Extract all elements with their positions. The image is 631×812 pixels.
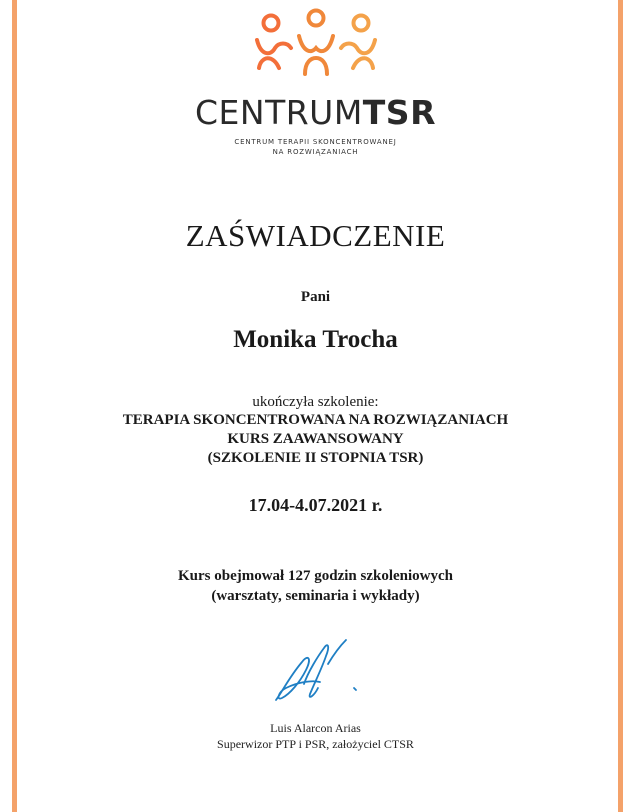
course-dates: 17.04-4.07.2021 r. xyxy=(248,495,383,515)
signature-image xyxy=(268,632,368,708)
logo-wordmark xyxy=(0,93,631,132)
course-line: TERAPIA SKONCENTROWANA NA ROZWIĄZANIACH xyxy=(122,412,509,428)
people-logo-icon xyxy=(251,8,381,84)
hours-line: (warsztaty, seminaria i wykłady) xyxy=(211,588,420,604)
logo-subtitle xyxy=(0,137,631,157)
logo-word-bold: TSR xyxy=(362,93,436,132)
course-line: KURS ZAAWANSOWANY xyxy=(227,431,404,447)
logo-subtitle-line1: CENTRUM TERAPII SKONCENTROWANEJ xyxy=(234,138,397,146)
course-line: (SZKOLENIE II STOPNIA TSR) xyxy=(207,450,424,466)
signer-role: Superwizor PTP i PSR, założyciel CTSR xyxy=(217,737,414,751)
logo-subtitle-line2: NA ROZWIĄZANIACH xyxy=(272,148,359,156)
centrum-tsr-logo xyxy=(0,8,631,157)
salutation: Pani xyxy=(300,289,331,305)
certificate-title: ZAŚWIADCZENIE xyxy=(185,218,446,253)
course-title xyxy=(0,411,631,468)
completed-text: ukończyła szkolenie: xyxy=(252,394,379,410)
logo-word-light: CENTRUM xyxy=(195,93,363,132)
signer-name: Luis Alarcon Arias xyxy=(270,721,361,735)
course-hours xyxy=(0,566,631,606)
hours-line: Kurs obejmował 127 godzin szkoleniowych xyxy=(177,568,453,584)
recipient-name: Monika Trocha xyxy=(233,326,398,353)
signer-block xyxy=(0,720,631,752)
